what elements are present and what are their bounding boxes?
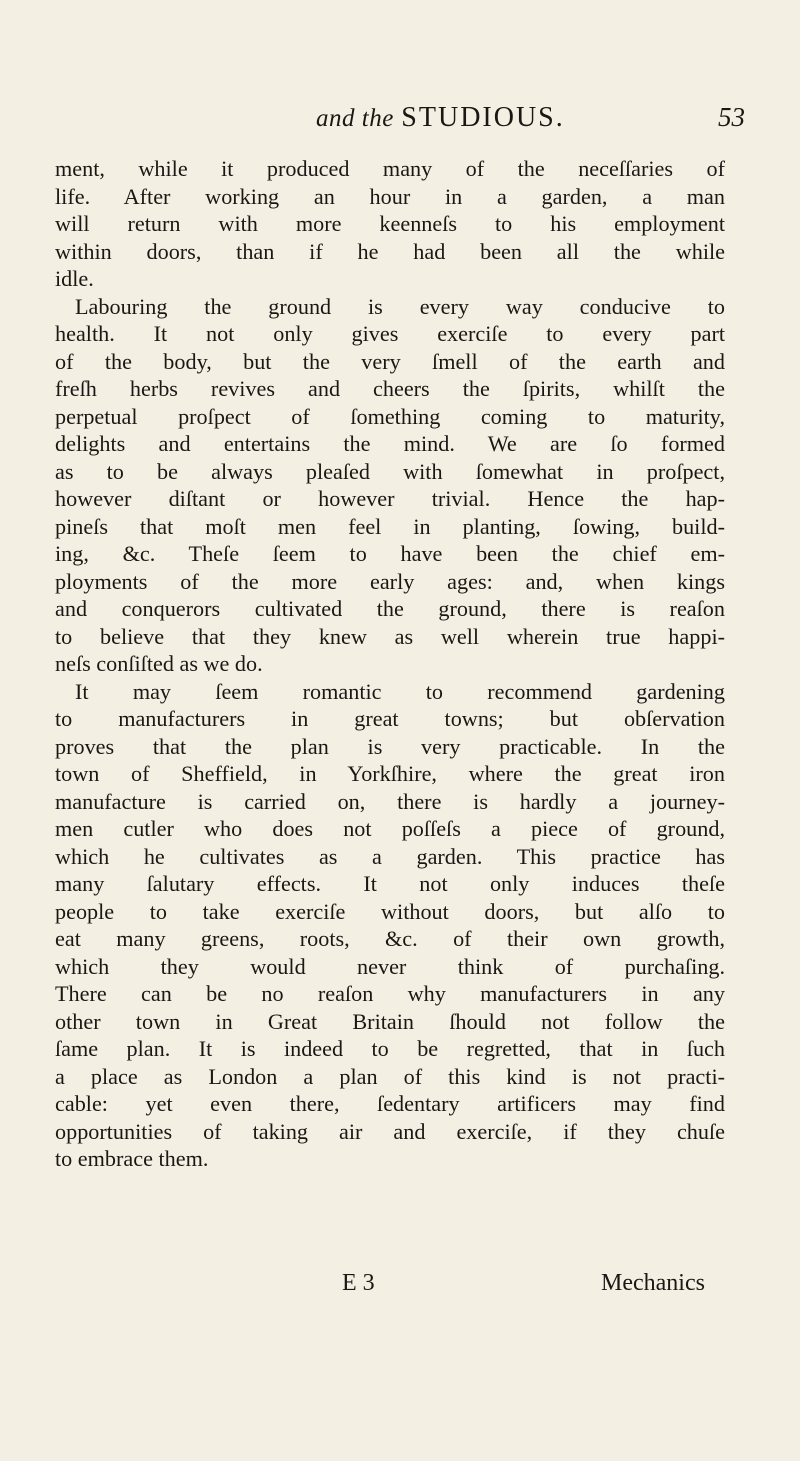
page-number: 53 (718, 102, 745, 132)
text-line: idle. (55, 266, 94, 291)
text-line: which he cultivates as a garden. This practice has (55, 843, 725, 869)
text-line: cable: yet even there, ſedentary artificers may find (55, 1091, 725, 1116)
text-line: neſs conſiſted as we do. (55, 651, 263, 676)
text-line: ployments of the more early ages: and, when kings (55, 568, 725, 594)
text-line: other town in Great Britain ſhould not follow the (55, 1008, 725, 1034)
text-line: which they would never think of purchaſing. (55, 953, 725, 979)
running-head-italic: and the (316, 105, 394, 132)
body-text (55, 155, 725, 1173)
text-line: freſh herbs revives and cheers the ſpirits, whilſt the (55, 376, 725, 401)
text-line: pineſs that moſt men feel in planting, ſowing, build- (55, 513, 725, 539)
text-line: It may ſeem romantic to recommend gardening (75, 678, 725, 704)
text-line: There can be no reaſon why manufacturers in any (55, 981, 725, 1006)
text-line: manufacture is carried on, there is hardly a journey- (55, 788, 725, 814)
text-line: many ſalutary effects. It not only induces theſe (55, 871, 725, 896)
text-line: Labouring the ground is every way conducive to (75, 293, 725, 319)
catchword: Mechanics (601, 1270, 705, 1296)
text-line: of the body, but the very ſmell of the earth and (55, 348, 725, 374)
page-header (0, 102, 800, 142)
text-line: health. It not only gives exerciſe to every part (55, 321, 725, 346)
text-line: ment, while it produced many of the neceſſaries of (55, 156, 725, 181)
text-line: opportunities of taking air and exerciſe, if they chuſe (55, 1118, 725, 1144)
text-line: proves that the plan is very practicable. In the (55, 733, 725, 759)
text-line: to manufacturers in great towns; but obſervation (55, 706, 725, 731)
text-line: delights and entertains the mind. We are ſo formed (55, 431, 725, 456)
text-line: within doors, than if he had been all the while (55, 238, 725, 264)
page-footer (0, 1270, 800, 1302)
text-line: eat many greens, roots, &c. of their own growth, (55, 926, 725, 951)
text-line: town of Sheffield, in Yorkſhire, where the great iron (55, 761, 725, 786)
text-line: a place as London a plan of this kind is not practi- (55, 1063, 725, 1089)
text-line: ſame plan. It is indeed to be regretted, that in ſuch (55, 1036, 725, 1061)
text-line: men cutler who does not poſſeſs a piece of ground, (55, 816, 725, 841)
signature-mark: E 3 (342, 1270, 375, 1296)
text-line: and conquerors cultivated the ground, there is reaſon (55, 596, 725, 621)
text-line: people to take exerciſe without doors, but alſo to (55, 898, 725, 924)
running-head-title: STUDIOUS. (401, 102, 565, 133)
text-line: as to be always pleaſed with ſomewhat in proſpect, (55, 458, 725, 484)
text-line: will return with more keenneſs to his employment (55, 211, 725, 236)
running-head (316, 102, 565, 134)
text-line: life. After working an hour in a garden, a man (55, 183, 725, 209)
text-line: however diſtant or however trivial. Hence the hap- (55, 486, 725, 511)
text-line: ing, &c. Theſe ſeem to have been the chief em- (55, 541, 725, 566)
text-line: to believe that they knew as well wherein true happi- (55, 623, 725, 649)
text-line: perpetual proſpect of ſomething coming to maturity, (55, 403, 725, 429)
text-line: to embrace them. (55, 1146, 209, 1171)
